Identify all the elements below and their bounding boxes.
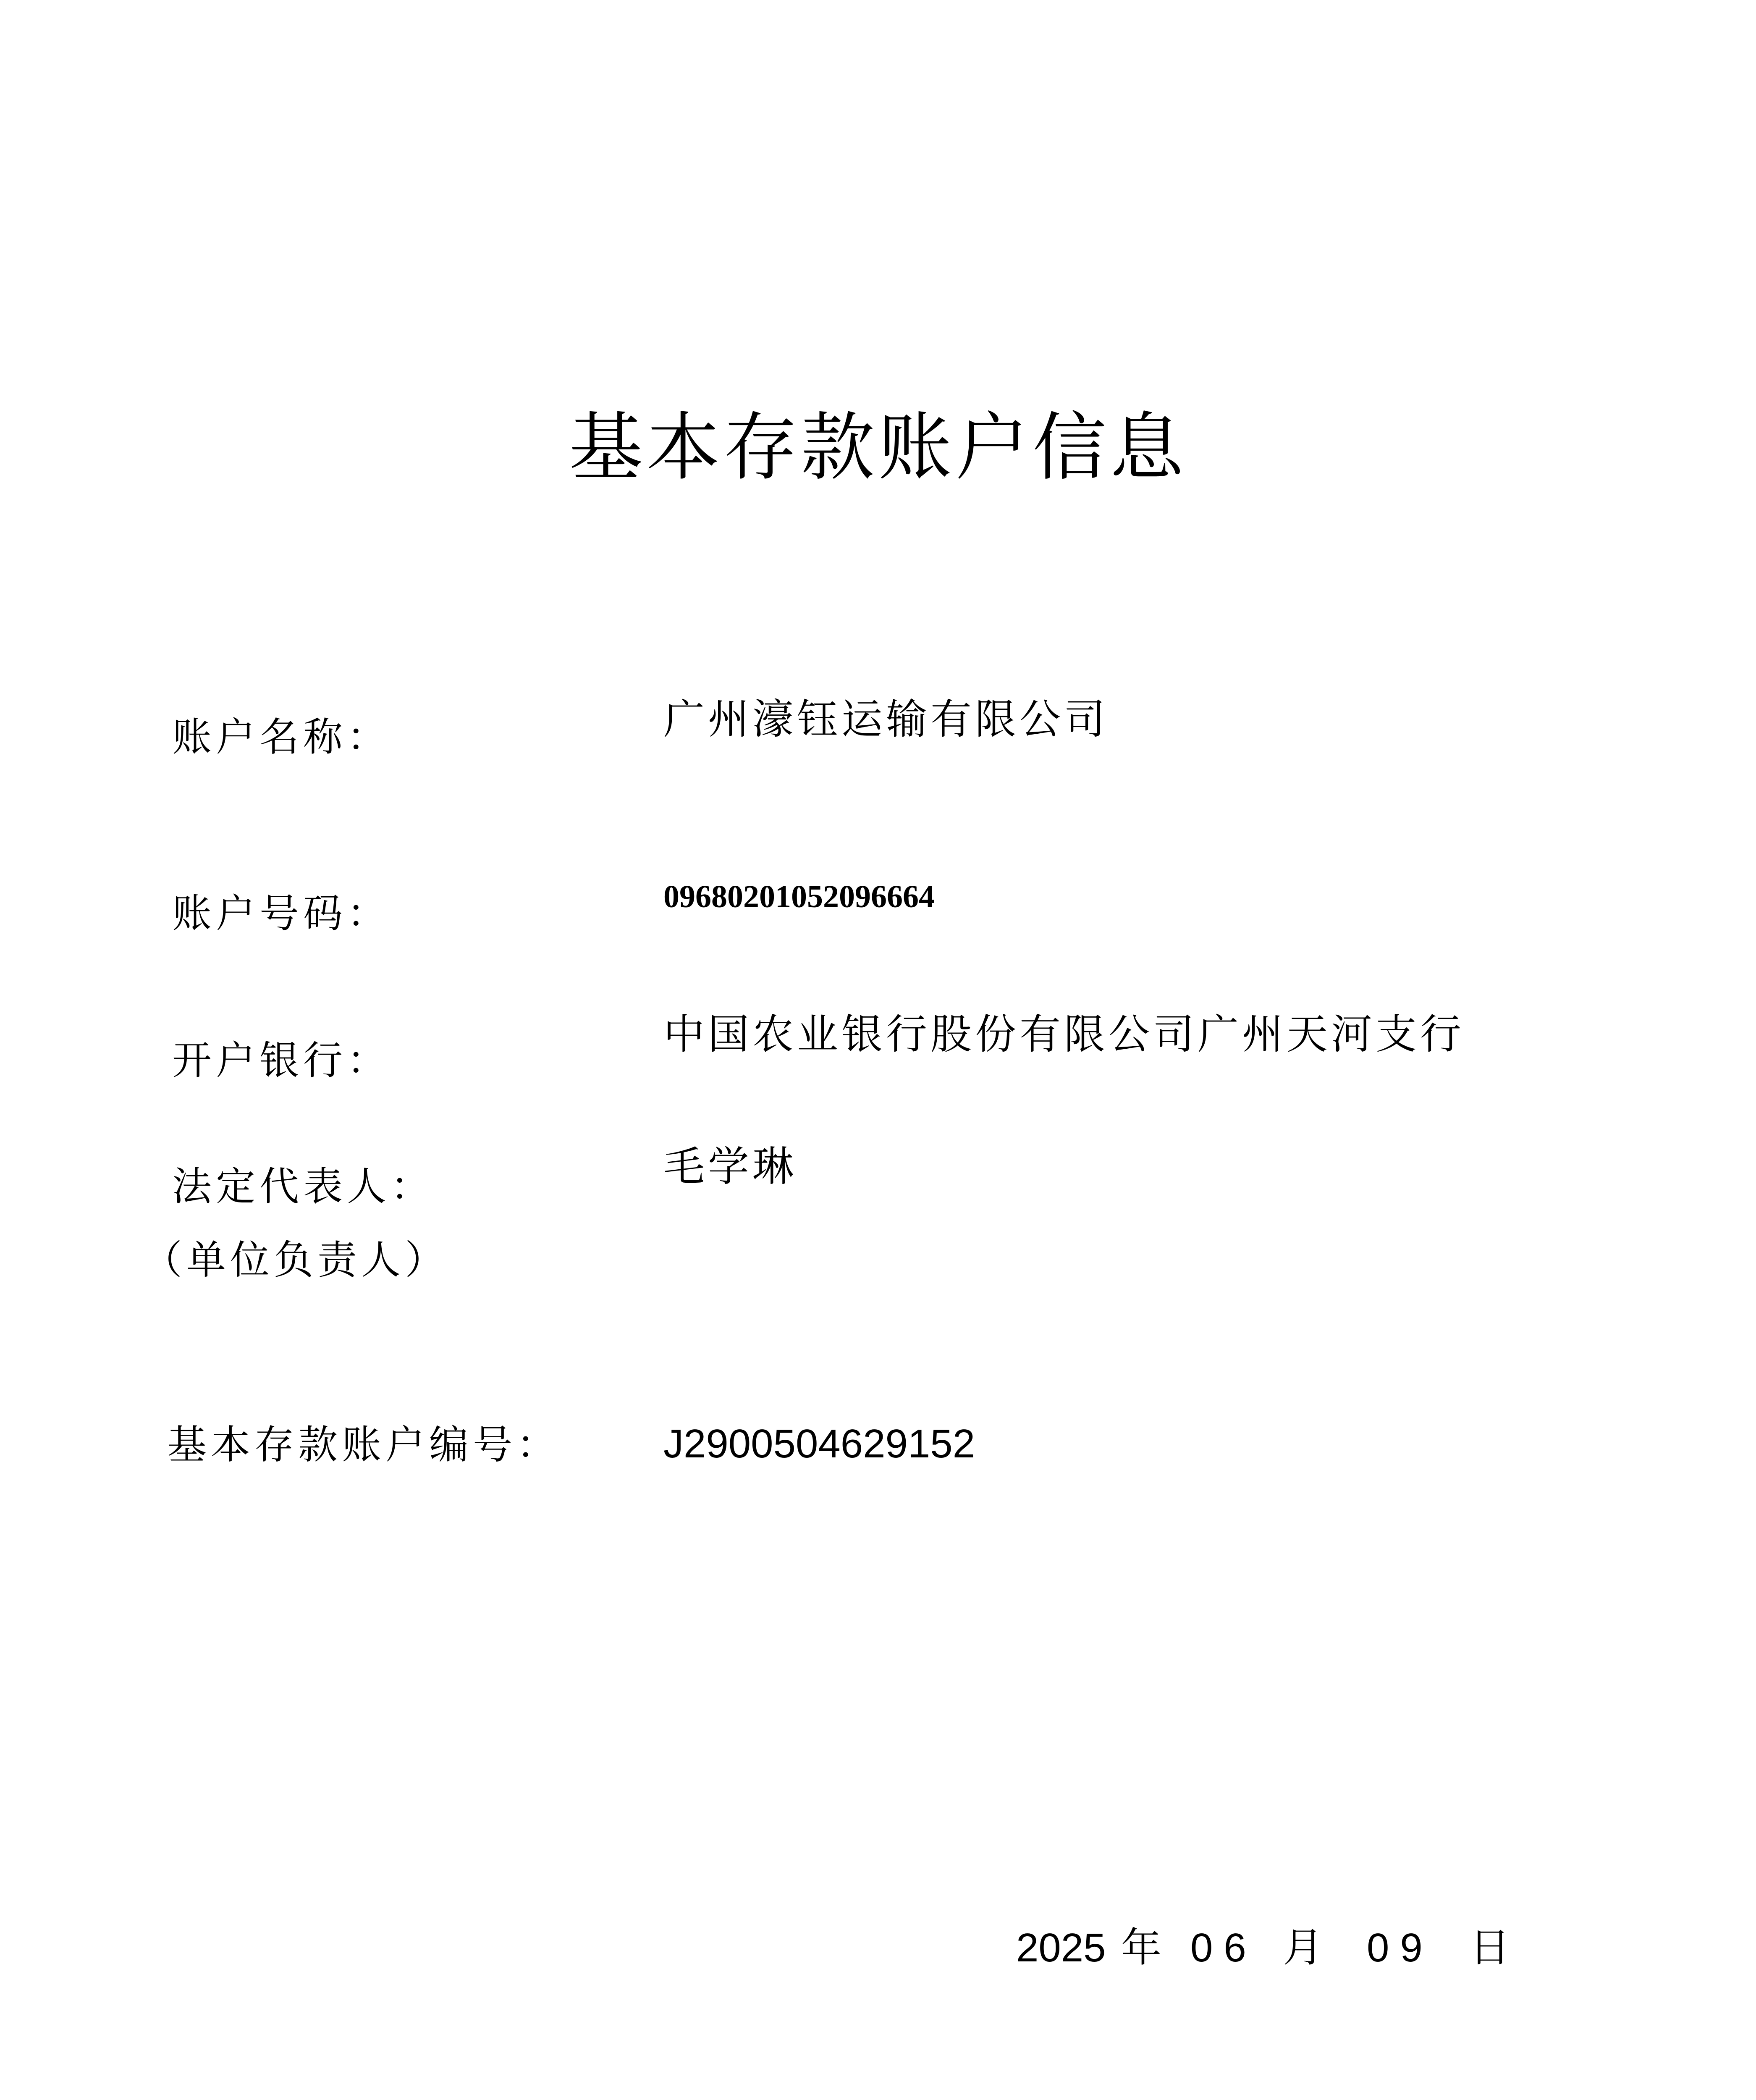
date-year: 2025 (1016, 1925, 1106, 1970)
legal-rep-value: 毛学琳 (663, 1143, 797, 1191)
basic-account-no-value: J2900504629152 (663, 1421, 975, 1466)
date-year-unit: 年 (1121, 1924, 1161, 1971)
date-month: 06 (1190, 1925, 1257, 1970)
date-day-unit: 日 (1470, 1924, 1510, 1971)
bank-value: 中国农业银行股份有限公司广州天河支行 (663, 1011, 1465, 1058)
account-number-value: 09680201052096664 (663, 879, 935, 914)
account-name-label: 账户名称： (172, 714, 391, 760)
account-number-label: 账户号码： (172, 891, 391, 937)
legal-rep-label: 法定代表人： (172, 1164, 435, 1210)
bank-label: 开户银行： (172, 1038, 391, 1084)
date-day: 09 (1367, 1925, 1434, 1970)
page-title: 基本存款账户信息 (569, 404, 1187, 491)
basic-account-no-label: 基本存款账户编号： (167, 1422, 561, 1468)
account-name-value: 广州濠钰运输有限公司 (663, 696, 1109, 743)
date-month-unit: 月 (1283, 1924, 1323, 1971)
legal-rep-sub-label: （单位负责人） (143, 1237, 449, 1283)
